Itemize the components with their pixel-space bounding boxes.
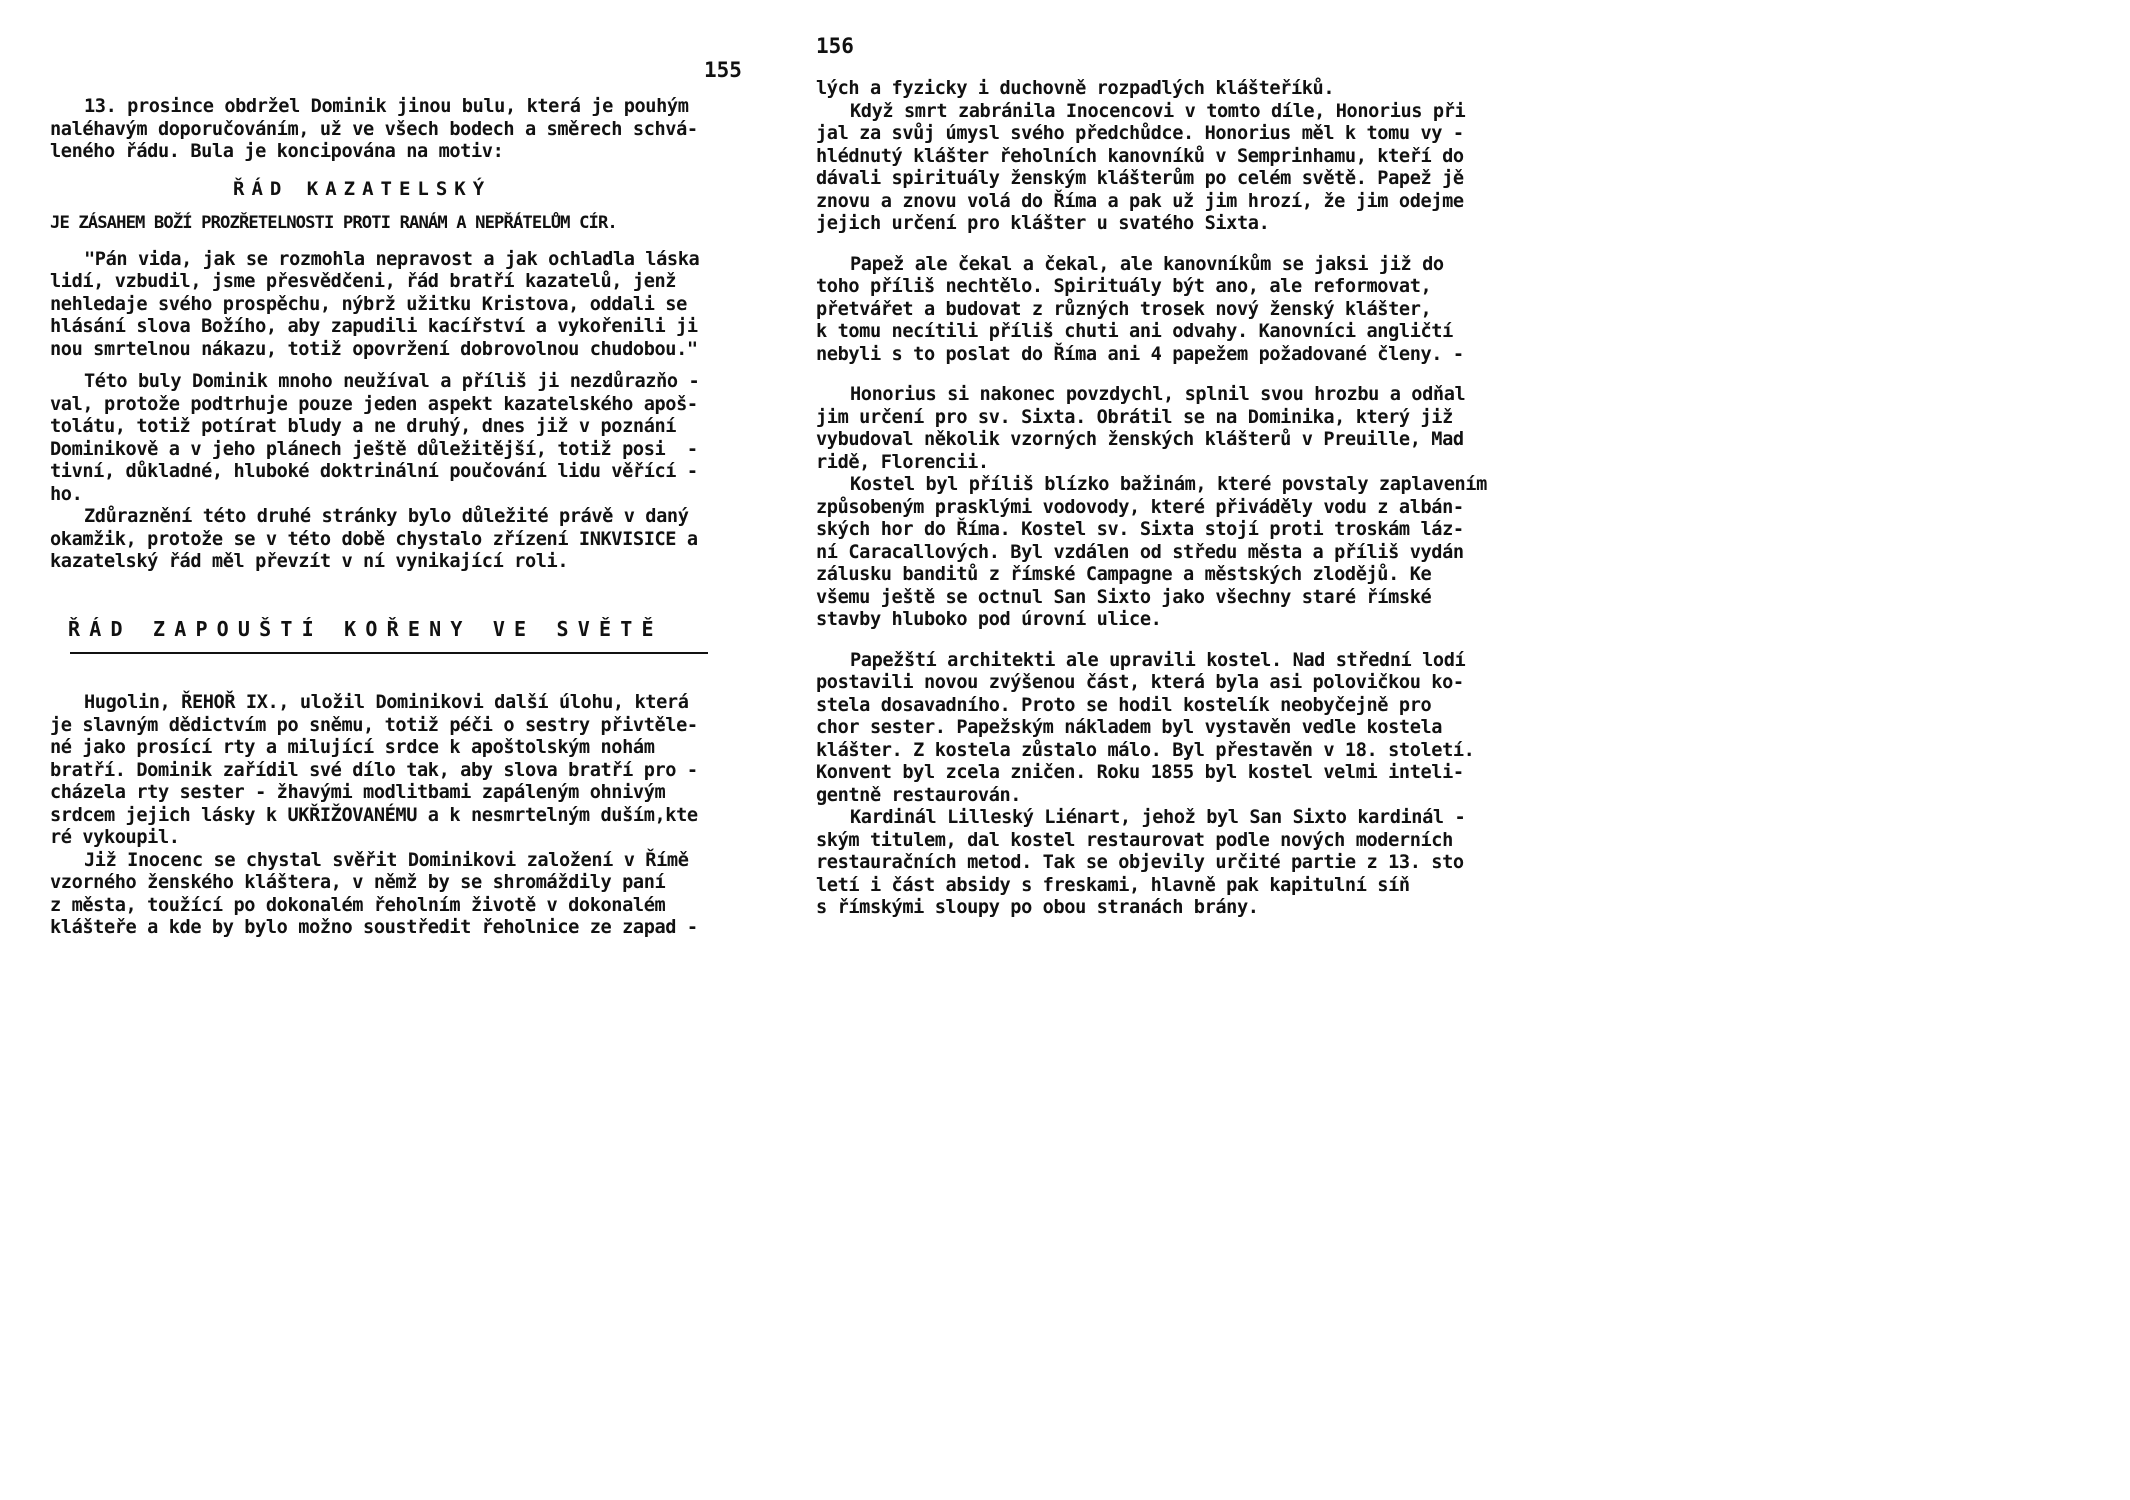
text-line: způsobeným prasklými vodovody, které přiváděly vodu z albán-: [816, 496, 1464, 518]
text-line: tolátu, totiž potírat bludy a ne druhý, dnes již v poznání: [50, 416, 677, 437]
text-line: Zdůraznění této druhé stránky bylo důležité právě v daný: [84, 506, 689, 527]
text-line: dávali spirituály ženským klášterům po celém světě. Papež jě: [816, 168, 1464, 189]
right-page-text: [816, 78, 1551, 920]
text-line: chor sester. Papežským nákladem byl vystavěn vedle kostela: [816, 717, 1443, 738]
text-line: kazatelský řád měl převzít v ní vynikající roli.: [50, 551, 569, 572]
text-line: z města, toužící po dokonalém řeholním životě v dokonalém: [50, 894, 666, 916]
paragraph: [50, 506, 740, 574]
paragraph: [50, 96, 740, 164]
text-line: stavby hluboko pod úrovní ulice.: [816, 609, 1162, 630]
text-line: naléhavým doporučováním, už ve všech bodech a směrech schvá-: [50, 118, 698, 140]
page-number: 156: [816, 34, 854, 58]
text-line: stela dosavadního. Proto se hodil kostelík neobyčejně pro: [816, 694, 1432, 716]
paragraph: [50, 371, 740, 506]
paragraph: [816, 474, 1551, 632]
text-line: nebyli s to poslat do Říma ani 4 papežem požadované členy. -: [816, 343, 1464, 365]
text-line: Když smrt zabránila Inocencovi v tomto díle, Honorius při: [850, 100, 1466, 122]
text-line: bratří. Dominik zařídil své dílo tak, aby slova bratří pro -: [50, 759, 698, 781]
text-line: Honorius si nakonec povzdychl, splnil svou hrozbu a odňal: [850, 384, 1466, 405]
section-title: ŘÁD ZAPOUŠTÍ KOŘENY VE SVĚTĚ: [68, 616, 663, 641]
text-line: 13. prosince obdržel Dominik jinou bulu, která je pouhým: [84, 96, 689, 117]
right-page: [776, 0, 1552, 1093]
paragraph: [816, 807, 1551, 920]
text-line: jejich určení pro klášter u svatého Sixta.: [816, 213, 1270, 234]
text-line: Dominikově a v jeho plánech ještě důležitější, totiž posi -: [50, 438, 698, 460]
text-line: ským titulem, dal kostel restaurovat podle nových moderních: [816, 829, 1453, 851]
text-line: né jako prosící rty a milující srdce k apoštolským nohám: [50, 737, 655, 758]
text-line: ho.: [50, 483, 83, 505]
title-underline: [70, 652, 708, 654]
text-line: hlásání slova Božího, aby zapudili kacířství a vykořenili ji: [50, 316, 698, 337]
text-line: vzorného ženského kláštera, v němž by se shromáždily paní: [50, 872, 666, 893]
text-line: všemu ještě se octnul San Sixto jako všechny staré římské: [816, 586, 1432, 608]
text-line: Této buly Dominik mnoho neužíval a příliš ji nezdůrazňo -: [84, 371, 700, 392]
text-line: jal za svůj úmysl svého předchůdce. Honorius měl k tomu vy -: [816, 123, 1464, 144]
text-line: Papež ale čekal a čekal, ale kanovníkům se jaksi již do: [850, 253, 1444, 275]
text-line: lidí, vzbudil, jsme přesvědčeni, řád bratří kazatelů, jenž: [50, 271, 677, 292]
text-line: tivní, důkladné, hluboké doktrinální poučování lidu věřící -: [50, 461, 698, 482]
text-line: Kardinál Lilleský Liénart, jehož byl San Sixto kardinál -: [850, 807, 1466, 828]
paragraph: [816, 384, 1551, 474]
text-line: Již Inocenc se chystal svěřit Dominikovi založení v Římě: [84, 849, 689, 871]
text-line: toho příliš nechtělo. Spirituály být ano, ale reformovat,: [816, 276, 1432, 297]
bull-motto-subheading: JE ZÁSAHEM BOŽÍ PROZŘETELNOSTI PROTI RANÁM A NEPŘÁTELŮM CÍR.: [50, 213, 617, 233]
paragraph: [50, 850, 740, 940]
text-line: nou smrtelnou nákazu, totiž opovržení dobrovolnou chudobou.": [50, 338, 698, 360]
paragraph: [816, 78, 1551, 101]
left-page-text: [50, 96, 740, 940]
text-line: přetvářet a budovat z různých trosek nový ženský klášter,: [816, 298, 1432, 320]
text-line: ských hor do Říma. Kostel sv. Sixta stojí proti troskám láz-: [816, 519, 1464, 540]
text-line: zálusku banditů z římské Campagne a městských zlodějů. Ke: [816, 564, 1432, 585]
text-line: ridě, Florencii.: [816, 451, 989, 473]
text-line: cházela rty sester - žhavými modlitbami zapáleným ohnivým: [50, 782, 666, 803]
text-line: Konvent byl zcela zničen. Roku 1855 byl kostel velmi inteli-: [816, 762, 1464, 783]
text-line: ré vykoupil.: [50, 827, 180, 848]
text-line: "Pán vida, jak se rozmohla nepravost a jak ochladla láska: [84, 248, 700, 270]
text-line: okamžik, protože se v této době chystalo zřízení INKVISICE a: [50, 528, 698, 550]
text-line: nehledaje svého prospěchu, nýbrž užitku Kristova, oddali se: [50, 293, 687, 315]
text-line: Hugolin, ŘEHOŘ IX., uložil Dominikovi další úlohu, která: [84, 692, 689, 713]
text-line: leného řádu. Bula je koncipována na motiv:: [50, 141, 504, 162]
text-line: k tomu necítili příliš chuti ani odvahy. Kanovníci angličtí: [816, 321, 1453, 342]
text-line: jim určení pro sv. Sixta. Obrátil se na Dominika, který již: [816, 406, 1453, 428]
paragraph: [816, 254, 1551, 367]
text-line: ní Caracallových. Byl vzdálen od středu města a příliš vydán: [816, 541, 1464, 563]
text-line: gentně restaurován.: [816, 784, 1022, 806]
text-line: srdcem jejich lásky k UKŘIŽOVANÉMU a k nesmrtelným duším,kte: [50, 804, 698, 826]
paragraph: [816, 650, 1551, 808]
left-page: [0, 0, 776, 1093]
text-line: postavili novou zvýšenou část, která byla asi polovičkou ko-: [816, 672, 1464, 693]
quote-paragraph: [50, 249, 740, 362]
text-line: Kostel byl příliš blízko bažinám, které povstaly zaplavením: [850, 474, 1487, 495]
text-line: Papežští architekti ale upravili kostel. Nad střední lodí: [850, 649, 1466, 671]
text-line: klášter. Z kostela zůstalo málo. Byl přestavěn v 18. století.: [816, 739, 1475, 761]
text-line: znovu a znovu volá do Říma a pak už jim hrozí, že jim odejme: [816, 190, 1464, 212]
text-line: restauračních metod. Tak se objevily určité partie z 13. sto: [816, 852, 1464, 873]
text-line: lých a fyzicky i duchovně rozpadlých klášteříků.: [816, 78, 1335, 99]
page-number: 155: [704, 58, 742, 82]
paragraph: [816, 101, 1551, 236]
text-line: hlédnutý klášter řeholních kanovníků v Semprinhamu, kteří do: [816, 145, 1464, 167]
text-line: vybudoval několik vzorných ženských klášterů v Preuille, Mad: [816, 429, 1464, 450]
text-line: klášteře a kde by bylo možno soustředit řeholnice ze zapad -: [50, 917, 698, 938]
text-line: s římskými sloupy po obou stranách brány.: [816, 897, 1259, 918]
text-line: val, protože podtrhuje pouze jeden aspekt kazatelského apoš-: [50, 393, 698, 415]
paragraph: [50, 692, 740, 850]
text-line: je slavným dědictvím po sněmu, totiž péči o sestry přivtěle-: [50, 714, 698, 736]
text-line: letí i část absidy s freskami, hlavně pak kapitulní síň: [816, 874, 1410, 896]
bull-motto-heading: ŘÁD KAZATELSKÝ: [233, 177, 492, 200]
